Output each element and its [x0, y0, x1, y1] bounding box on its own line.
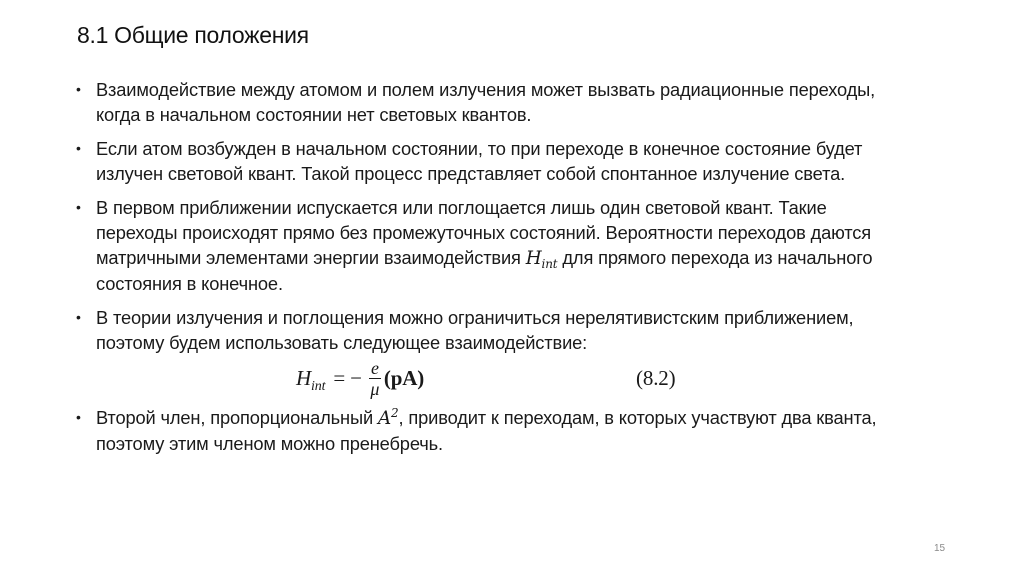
bullet-text: Второй член, пропорциональный [96, 407, 378, 428]
fraction-numerator: e [370, 357, 379, 378]
equation-number: (8.2) [636, 365, 676, 390]
bullet-text: Если атом возбужден в начальном состоянии, то при переходе в конечное состояние будет излучен световой квант. Такой процесс представляет собой спонтанное излучение света. [96, 138, 863, 184]
eq-symbol: H [296, 365, 312, 390]
equation-lhs [296, 365, 326, 394]
math-h-int [526, 248, 558, 269]
bullet-text: В первом приближении испускается или поглощается лишь один световой квант. Такие переходы происходят прямо без промежуточных состояний. Вероятности переходов даются матричными элементами энергии взаимодействия [96, 197, 872, 268]
bullet-list [74, 77, 894, 465]
bullet-dot-icon: • [76, 309, 81, 325]
fraction-denominator: μ [370, 378, 380, 399]
bullet-item-spontaneous-emission [74, 136, 894, 186]
math-a-squared [378, 408, 399, 429]
page-number: 15 [934, 543, 946, 554]
bullet-item-first-approximation [74, 195, 894, 296]
bullet-text-continued: , приводит к переходам, в которых участвуют два кванта, поэтому этим членом можно пренебречь. [96, 407, 877, 454]
bullet-text: Взаимодействие между атомом и полем излучения может вызвать радиационные переходы, когда в начальном состоянии нет световых квантов. [96, 79, 876, 125]
eq-subscript: int [311, 378, 326, 394]
equation-row [96, 357, 894, 399]
equation-rhs: (pA) [383, 365, 425, 390]
math-symbol: A [377, 408, 392, 429]
bullet-item-radiative-transitions [74, 77, 894, 127]
bullet-item-nonrelativistic [74, 305, 894, 399]
bullet-dot-icon: • [76, 140, 81, 156]
bullet-item-second-term [74, 405, 894, 456]
equals-minus: = − [333, 365, 362, 390]
bullet-text: В теории излучения и поглощения можно ограничиться нерелятивистским приближением, поэтому будем использовать следующее взаимодействие: [96, 307, 854, 353]
fraction-e-over-mu [369, 359, 381, 398]
bullet-dot-icon: • [76, 409, 81, 425]
math-symbol: H [525, 248, 542, 269]
slide-title: 8.1 Общие положения [77, 22, 309, 48]
math-superscript: 2 [391, 406, 399, 420]
bullet-text-continued: для прямого перехода из начального состояния в конечное. [96, 247, 873, 294]
equation-8-2 [296, 357, 424, 399]
math-subscript: int [541, 257, 558, 271]
bullet-dot-icon: • [76, 199, 81, 215]
bullet-dot-icon: • [76, 81, 81, 97]
